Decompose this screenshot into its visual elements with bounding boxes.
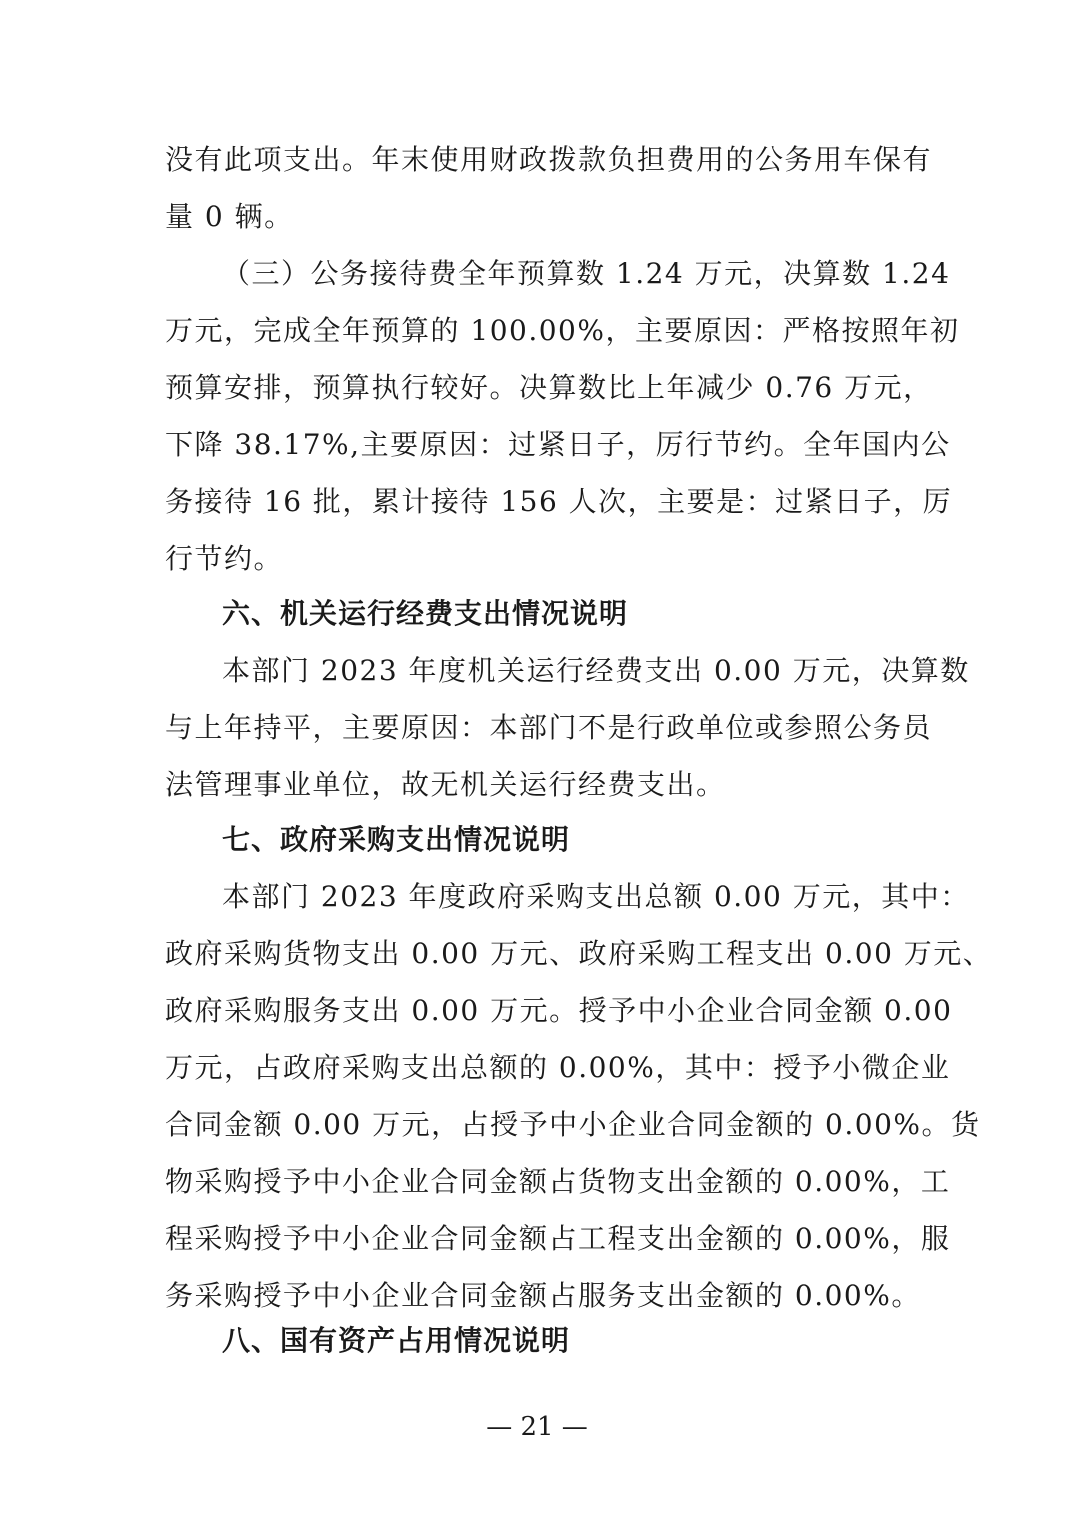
paragraph-line: 万元，完成全年预算的 100.00%，主要原因：严格按照年初 bbox=[165, 314, 960, 347]
paragraph-line: 预算安排，预算执行较好。决算数比上年减少 0.76 万元， bbox=[165, 371, 933, 404]
paragraph-line: 政府采购服务支出 0.00 万元。授予中小企业合同金额 0.00 bbox=[165, 994, 953, 1027]
paragraph-line: 行节约。 bbox=[165, 542, 284, 575]
paragraph-line: 务接待 16 批，累计接待 156 人次，主要是：过紧日子，厉 bbox=[165, 485, 953, 518]
paragraph-line: 下降 38.17%,主要原因：过紧日子，厉行节约。全年国内公 bbox=[165, 428, 951, 461]
paragraph-line: 务采购授予中小企业合同金额占服务支出金额的 0.00%。 bbox=[165, 1279, 921, 1312]
paragraph-line: 程采购授予中小企业合同金额占工程支出金额的 0.00%，服 bbox=[165, 1222, 951, 1255]
section-heading: 七、政府采购支出情况说明 bbox=[222, 823, 571, 856]
paragraph-line: 本部门 2023 年度政府采购支出总额 0.00 万元，其中： bbox=[222, 880, 970, 913]
paragraph-line: 政府采购货物支出 0.00 万元、政府采购工程支出 0.00 万元、 bbox=[165, 937, 993, 970]
paragraph-line: 万元，占政府采购支出总额的 0.00%，其中：授予小微企业 bbox=[165, 1051, 951, 1084]
paragraph-line: 合同金额 0.00 万元，占授予中小企业合同金额的 0.00%。货 bbox=[165, 1108, 981, 1141]
paragraph-line: 量 0 辆。 bbox=[165, 200, 294, 233]
paragraph-line: 本部门 2023 年度机关运行经费支出 0.00 万元，决算数 bbox=[222, 654, 970, 687]
section-heading: 六、机关运行经费支出情况说明 bbox=[222, 597, 629, 630]
page-number: — 21 — bbox=[486, 1412, 588, 1442]
paragraph-line: （三）公务接待费全年预算数 1.24 万元，决算数 1.24 bbox=[222, 257, 951, 290]
paragraph-line: 物采购授予中小企业合同金额占货物支出金额的 0.00%，工 bbox=[165, 1165, 951, 1198]
section-heading: 八、国有资产占用情况说明 bbox=[222, 1324, 571, 1357]
paragraph-line: 与上年持平，主要原因：本部门不是行政单位或参照公务员 bbox=[165, 711, 933, 744]
paragraph-line: 法管理事业单位，故无机关运行经费支出。 bbox=[165, 768, 726, 801]
paragraph-line: 没有此项支出。年末使用财政拨款负担费用的公务用车保有 bbox=[165, 143, 933, 176]
